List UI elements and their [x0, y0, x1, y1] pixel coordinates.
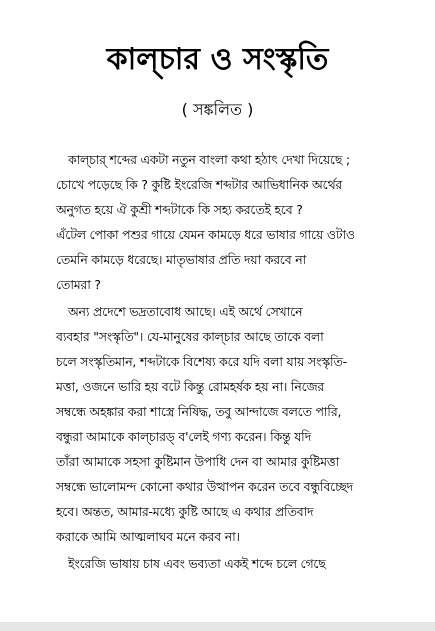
page-subtitle: ( সঙ্কলিত )	[181, 100, 254, 119]
text-line: সম্বন্ধে ভালোমন্দ কোনো কথার উত্থাপন করেন তবে বন্ধুবিচ্ছেদ	[56, 479, 353, 494]
text-line: চোখে পড়েছে কি ? কুষ্টি ইংরেজি শব্দটার আভিধানিক অর্থের	[56, 177, 343, 192]
text-line: করাকে আমি আত্মলাঘব মনে করব না।	[56, 529, 240, 544]
text-line: মত্তা, ওজনে ভারি হয় বটে কিন্তু রোমহর্ষক হয় না। নিজের	[56, 379, 325, 394]
text-line: তোমরা ?	[56, 277, 101, 292]
text-line: অনুগত হয়ে ঐ কুশ্রী শব্দটাকে কি সহ্য করতেই হবে ?	[56, 202, 303, 217]
text-line: হবে। অন্তত, আমার-মধ্যে কুষ্টি আছে এ কথার প্রতিবাদ	[56, 504, 314, 519]
text-line: কাল্‌চার্‌ শব্দের একটা নতুন বাংলা কথা হঠাৎ দেখা দিয়েছে ;	[68, 152, 350, 167]
text-line: বন্ধুরা আমাকে কাল্‌চারড্‌ ব'লেই গণ্য করেন। কিন্তু যদি	[56, 429, 312, 444]
page-title: কাল্‌চার ও সংস্কৃতি	[106, 42, 329, 77]
text-line: ব্যবহার "সংস্কৃতি"। যে-মানুষের কাল্‌চার আছে তাকে বলা	[56, 329, 324, 344]
page-bottom-edge	[0, 622, 435, 631]
text-line: অন্য প্রদেশে ভদ্রতাবোধ আছে। এই অর্থে সেখানে	[68, 304, 303, 319]
text-line: সম্বন্ধে অহঙ্কার করা শাস্ত্রে নিষিদ্ধ, তবু আন্দাজে বলতে পারি,	[56, 404, 342, 419]
text-line: চলে সংস্কৃতিমান, শব্দটাকে বিশেষ্য করে যদি বলা যায় সংস্কৃতি-	[56, 354, 347, 369]
text-line: এঁটেল পোকা পশুর গায়ে যেমন কামড়ে ধরে ভাষার গায়ে ওটাও	[56, 227, 355, 242]
text-line: ইংরেজি ভাষায় চাষ এবং ভব্যতা একই শব্দে চলে গেছে	[68, 556, 326, 571]
text-line: তাঁরা আমাকে সহসা কুষ্টিমান উপাধি দেন বা আমার কুষ্টিমত্তা	[56, 454, 340, 469]
text-line: তেমনি কামড়ে ধরেছে। মাতৃভাষার প্রতি দয়া করবে না	[56, 252, 307, 267]
